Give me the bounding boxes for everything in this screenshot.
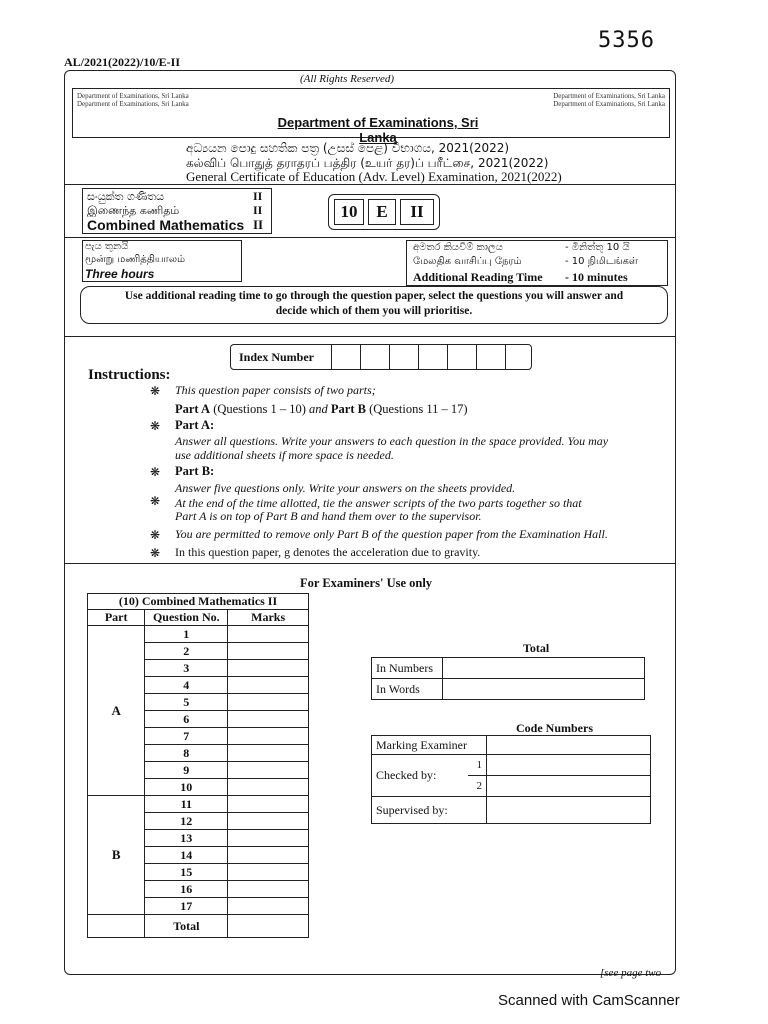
question-no: 17: [145, 898, 228, 915]
subject-tamil: இணைந்த கணிதம்: [87, 204, 180, 217]
header-part: Part: [88, 610, 145, 626]
part-b-line-1: Answer five questions only. Write your answers on the sheets provided.: [175, 481, 516, 495]
in-numbers-label: In Numbers: [372, 658, 443, 679]
exam-line-sinhala: අධ්‍යයන පොදු සහතික පත්‍ර (උසස් පෙළ) විභාගය, 2021(2022): [186, 141, 510, 155]
rights-notice: (All Rights Reserved): [300, 73, 395, 85]
divider-2: [64, 237, 676, 238]
question-no: 16: [145, 881, 228, 898]
total-blank: [88, 915, 145, 938]
checked-1-cell[interactable]: [487, 755, 651, 776]
marking-examiner-label: Marking Examiner: [372, 736, 487, 755]
code-box-1: 10: [334, 199, 364, 225]
reading-time-box: [406, 240, 668, 286]
total-table: [371, 657, 645, 700]
inst-parts-detail: Part A (Questions 1 – 10) and Part B (Questions 11 – 17): [175, 402, 468, 416]
question-no: 10: [145, 779, 228, 796]
subject-part-1: II: [253, 189, 263, 203]
marks-table-title: (10) Combined Mathematics II: [88, 594, 309, 610]
marks-cell[interactable]: [228, 813, 309, 830]
in-words-cell[interactable]: [443, 679, 645, 700]
question-no: 2: [145, 643, 228, 660]
part-a-title: Part A:: [175, 418, 215, 432]
divider-1: [64, 184, 676, 185]
part-b-label: B: [88, 796, 145, 915]
index-cell[interactable]: [505, 345, 534, 369]
part-a-line-1: Answer all questions. Write your answers to each question in the space provided. You may: [175, 434, 609, 448]
reading-note-line-1: Use additional reading time to go through the question paper, select the questions you will answer and: [124, 290, 624, 302]
marks-cell[interactable]: [228, 626, 309, 643]
index-cell[interactable]: [447, 345, 476, 369]
question-no: 7: [145, 728, 228, 745]
index-cell[interactable]: [476, 345, 505, 369]
checked-2-cell[interactable]: [487, 776, 651, 797]
question-no: 8: [145, 745, 228, 762]
part-a-line-2: use additional sheets if more space is needed.: [175, 448, 394, 462]
index-number-box: [230, 344, 532, 370]
marks-cell[interactable]: [228, 830, 309, 847]
divider-3: [64, 336, 676, 337]
reading-tamil-label: மேலதிக வாசிப்பு நேரம்: [413, 256, 522, 267]
marks-cell[interactable]: [228, 711, 309, 728]
reading-sinhala-label: අමතර කියවීම් කාලය: [413, 242, 503, 253]
code-box-3: II: [400, 199, 434, 225]
marks-cell[interactable]: [228, 677, 309, 694]
question-no: 11: [145, 796, 228, 813]
subject-box: [82, 188, 272, 234]
part-a-label: A: [88, 626, 145, 796]
index-cell[interactable]: [360, 345, 389, 369]
marks-cell[interactable]: [228, 881, 309, 898]
marks-cell[interactable]: [228, 898, 309, 915]
duration-english: Three hours: [85, 267, 155, 281]
paper-code: AL/2021(2022)/10/E-II: [64, 55, 181, 69]
supervised-by-label: Supervised by:: [372, 797, 487, 824]
department-watermark-right: Department of Examinations, Sri Lanka Department of Examinations, Sri Lanka: [553, 92, 665, 108]
instructions-title: Instructions:: [88, 367, 171, 383]
department-title: Department of Examinations, Sri Lanka: [277, 115, 479, 145]
code-numbers-title: Code Numbers: [516, 721, 593, 735]
question-no: 12: [145, 813, 228, 830]
question-no: 3: [145, 660, 228, 677]
end-line-1: At the end of the time allotted, tie the answer scripts of the two parts together so that: [175, 496, 582, 510]
reading-note-line-2: decide which of them you will prioritise.: [275, 305, 473, 317]
question-no: 1: [145, 626, 228, 643]
marks-cell[interactable]: [228, 643, 309, 660]
asterisk-icon: ❋: [150, 494, 161, 508]
asterisk-icon: ❋: [150, 384, 161, 398]
in-words-label: In Words: [372, 679, 443, 700]
index-cell[interactable]: [389, 345, 418, 369]
code-numbers-table: [371, 735, 651, 824]
department-watermark-left: Department of Examinations, Sri Lanka Department of Examinations, Sri Lanka: [77, 92, 189, 108]
asterisk-icon: ❋: [150, 419, 161, 433]
department-header: [72, 88, 670, 145]
index-cell[interactable]: [418, 345, 447, 369]
index-cell[interactable]: [331, 345, 360, 369]
question-no: 6: [145, 711, 228, 728]
index-number-label: Index Number: [239, 350, 315, 364]
reading-english-label: Additional Reading Time: [413, 270, 543, 284]
part-b-title: Part B:: [175, 464, 215, 478]
total-title: Total: [523, 641, 550, 655]
marking-examiner-cell[interactable]: [487, 736, 651, 755]
end-line-2: Part A is on top of Part B and hand them over to the supervisor.: [175, 509, 482, 523]
marks-cell[interactable]: [228, 796, 309, 813]
checked-2-label: 2: [468, 776, 487, 797]
index-digit-cells[interactable]: [331, 345, 534, 369]
scanner-watermark: Scanned with CamScanner: [498, 992, 680, 1009]
duration-box: [82, 240, 242, 282]
header-question-no: Question No.: [145, 610, 228, 626]
marks-cell[interactable]: [228, 694, 309, 711]
gravity-line: In this question paper, g denotes the acceleration due to gravity.: [175, 545, 481, 559]
question-no: 13: [145, 830, 228, 847]
question-no: 5: [145, 694, 228, 711]
question-no: 15: [145, 864, 228, 881]
subject-english: Combined Mathematics: [87, 217, 245, 233]
marks-cell[interactable]: [228, 779, 309, 796]
see-page-note: [see page two: [600, 967, 662, 979]
subject-part-2: II: [253, 203, 263, 217]
subject-part-3: II: [253, 217, 264, 232]
marks-cell[interactable]: [228, 847, 309, 864]
inst-parts: This question paper consists of two parts;: [175, 383, 376, 397]
exam-line-tamil: கல்விப் பொதுத் தராதரப் பத்திர (உயர் தர)ப் பரீட்சை, 2021(2022): [186, 156, 549, 170]
total-marks-cell[interactable]: [228, 915, 309, 938]
marks-cell[interactable]: [228, 864, 309, 881]
duration-sinhala: පැය තුනයි: [85, 241, 129, 252]
exam-line-english: General Certificate of Education (Adv. Level) Examination, 2021(2022): [186, 169, 562, 184]
duration-tamil: மூன்று மணித்தியாலம்: [85, 254, 186, 265]
document-number: 5356: [598, 28, 655, 53]
examiners-title: For Examiners' Use only: [300, 576, 433, 590]
question-no: 9: [145, 762, 228, 779]
divider-4: [64, 563, 676, 564]
code-box-2: E: [368, 199, 396, 225]
asterisk-icon: ❋: [150, 546, 161, 560]
checked-by-label: Checked by:: [372, 755, 469, 797]
question-no: 14: [145, 847, 228, 864]
marks-cell[interactable]: [228, 762, 309, 779]
asterisk-icon: ❋: [150, 528, 161, 542]
subject-sinhala: සංයුක්ත ගණිතය: [87, 190, 165, 203]
reading-english-value: - 10 minutes: [565, 270, 628, 284]
marks-cell[interactable]: [228, 728, 309, 745]
asterisk-icon: ❋: [150, 465, 161, 479]
marks-table: [87, 593, 309, 938]
total-label: Total: [145, 915, 228, 938]
question-no: 4: [145, 677, 228, 694]
marks-cell[interactable]: [228, 660, 309, 677]
reading-note-box: [80, 286, 668, 324]
reading-sinhala-value: - මිනිත්තු 10 යි: [565, 242, 630, 253]
header-marks: Marks: [228, 610, 309, 626]
reading-tamil-value: - 10 நிமிடங்கள்: [565, 256, 638, 267]
in-numbers-cell[interactable]: [443, 658, 645, 679]
checked-1-label: 1: [468, 755, 487, 776]
remove-line: You are permitted to remove only Part B of the question paper from the Examination Hall.: [175, 527, 608, 541]
marks-cell[interactable]: [228, 745, 309, 762]
supervised-by-cell[interactable]: [487, 797, 651, 824]
